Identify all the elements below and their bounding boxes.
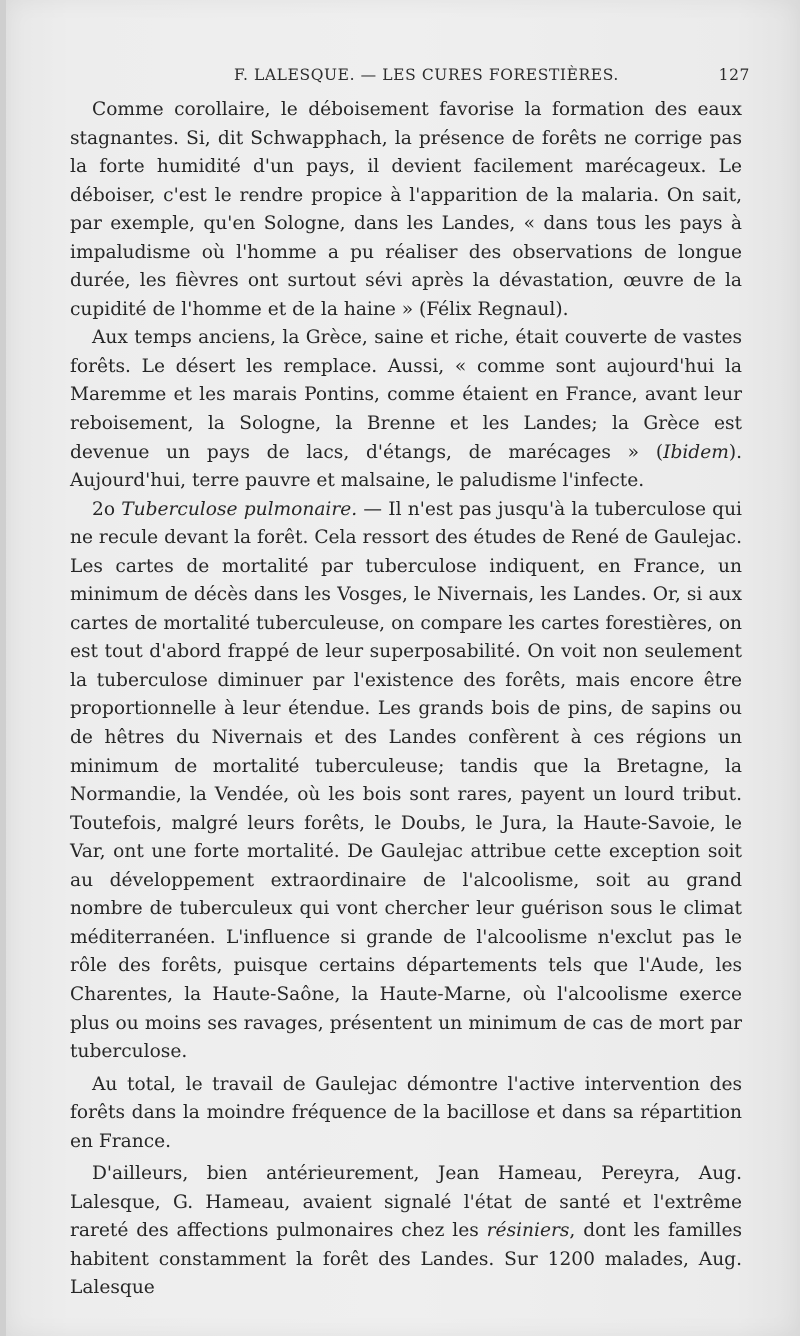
running-head: F. LALESQUE. — LES CURES FORESTIÈRES. [234,66,619,84]
citation-ibidem: Ibidem [663,441,729,463]
page-header [70,66,750,90]
paragraph-malaria-text: Comme corollaire, le déboisement favorise la formation des eaux stagnantes. Si, dit Schwapphach, la présence de forêts ne corrige pas la forte humidité d'un pays, il devient facilement marécageux. Le déboiser, c'est le rendre propice à l'apparition de la malaria. On sait, par exemple, qu'en Sologne, dans les Landes, « dans tous les pays à impaludisme où l'homme a pu réaliser des observations de longue durée, les fièvres ont surtout sévi après la dévastation, œuvre de la cupidité de l'homme et de la haine » (Félix Regnaul). [70,99,742,320]
paragraph-resiniers-text-after: , dont les familles habitent constamment la forêt des Landes. Sur 1200 malades, Aug. Lalesque [70,1220,742,1299]
paragraph-greece [70,324,742,495]
paragraph-total [70,1071,742,1157]
paragraph-tuberculosis-text: — Il n'est pas jusqu'à la tuberculose qui ne recule devant la forêt. Cela ressort des études de René de Gaulejac. Les cartes de mortalité par tuberculose indiquent, en France, un minimum de décès dans les Vosges, le Nivernais, les Landes. Or, si aux cartes de mortalité tuberculeuse, on compare les cartes forestières, on est tout d'abord frappé de leur superposabilité. On voit non seulement la tuberculose diminuer par l'existence des forêts, mais encore être proportionnelle à leur étendue. Les grands bois de pins, de sapins ou de hêtres du Nivernais et des Landes confèrent à ces régions un minimum de mortalité tuberculeuse; tandis que la Bretagne, la Normandie, la Vendée, où les bois sont rares, payent un lourd tribut. Toutefois, malgré leurs forêts, le Doubs, le Jura, la Haute-Savoie, le Var, ont une forte mortalité. De Gaulejac attribue cette exception soit au développement extraordinaire de l'alcoolisme, soit au grand nombre de tuberculeux qui vont chercher leur guérison sous le climat méditerranéen. L'influence si grande de l'alcoolisme n'exclut pas le rôle des forêts, puisque certains départements tels que l'Aude, les Charentes, la Haute-Saône, la Haute-Marne, où l'alcoolisme exerce plus ou moins ses ravages, présentent un minimum de cas de mort par tuberculose. [70,498,742,1063]
book-page [6,0,800,1336]
paragraph-greece-text-before: Aux temps anciens, la Grèce, saine et riche, était couverte de vastes forêts. Le désert les remplace. Aussi, « comme sont aujourd'hui la Maremme et les marais Pontins, comme étaient en France, avant leur reboisement, la Sologne, la Brenne et les Landes; la Grèce est devenue un pays de lacs, d'étangs, de marécages » ( [70,327,742,463]
paragraph-greece-text-after: ). Aujourd'hui, terre pauvre et malsaine, le paludisme l'infecte. [70,441,742,492]
section-number: 2o [92,498,122,520]
section-title: Tuberculose pulmonaire. [121,498,358,520]
body-text [70,96,742,1303]
page-number: 127 [718,66,750,84]
paragraph-total-text: Au total, le travail de Gaulejac démontre l'active intervention des forêts dans la moindre fréquence de la bacillose et dans sa répartition en France. [70,1073,742,1152]
paragraph-resiniers-text-before: D'ailleurs, bien antérieurement, Jean Hameau, Pereyra, Aug. Lalesque, G. Hameau, avaient signalé l'état de santé et l'extrême rareté des affections pulmonaires chez les [70,1163,742,1242]
paragraph-tuberculosis [70,496,742,1067]
paragraph-resiniers [70,1160,742,1303]
paragraph-malaria [70,96,742,324]
term-resiniers: résiniers [486,1220,570,1242]
